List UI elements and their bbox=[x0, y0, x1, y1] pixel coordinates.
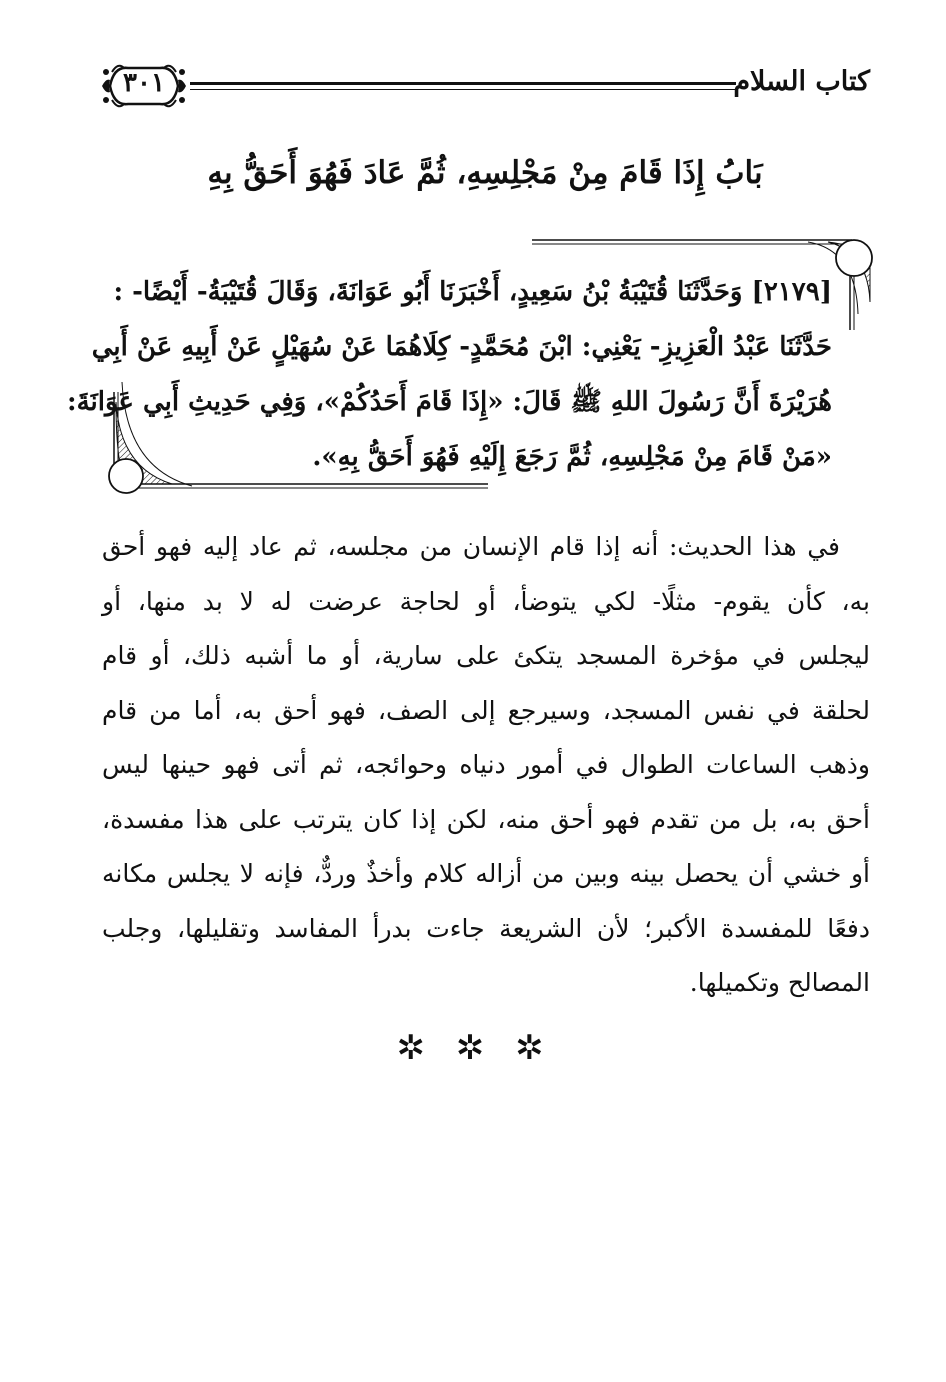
commentary-line: المصالح وتكميلها. bbox=[689, 968, 870, 997]
section-end-ornament bbox=[0, 1028, 946, 1068]
commentary-line: أو خشي أن يحصل بينه وبين من أزاله كلام وأخذٌ وردٌّ، فإنه لا يجلس مكانه bbox=[102, 859, 870, 888]
page-number: ٣٠١ bbox=[123, 68, 165, 98]
header-rule-thin bbox=[190, 89, 736, 90]
commentary-line: لحلقة في نفس المسجد، وسيرجع إلى الصف، فهو أحق به، أما من قام bbox=[102, 695, 870, 725]
commentary-paragraph bbox=[102, 520, 870, 1011]
hadith-line: «مَنْ قَامَ مِنْ مَجْلِسِهِ، ثُمَّ رَجَعَ إِلَيْهِ فَهُوَ أَحَقُّ بِهِ». bbox=[312, 442, 832, 472]
header-rule bbox=[190, 82, 736, 85]
chapter-heading: بَابُ إِذَا قَامَ مِنْ مَجْلِسِهِ، ثُمَّ عَادَ فَهُوَ أَحَقُّ بِهِ bbox=[207, 155, 763, 191]
hadith-line: [٢١٧٩] وَحَدَّثَنَا قُتَيْبَةُ بْنُ سَعِيدٍ، أَخْبَرَنَا أَبُو عَوَانَةَ، وَقَالَ قُتَيْبَةُ- أَيْضًا- : bbox=[113, 277, 832, 307]
commentary-line: به، كأن يقوم- مثلًا- لكي يتوضأ، أو لحاجة عرضت له لا بد منها، أو bbox=[102, 586, 870, 616]
commentary-line: أحق به، بل من تقدم فهو أحق منه، لكن إذا كان يترتب على هذا مفسدة، bbox=[102, 804, 870, 834]
page-number-frame bbox=[98, 58, 190, 114]
hadith-text bbox=[66, 265, 832, 485]
star-ornament-icon: ✲ bbox=[396, 1028, 431, 1068]
commentary-line: ليجلس في مؤخرة المسجد يتكئ على سارية، أو ما أشبه ذلك، أو قام bbox=[102, 641, 870, 670]
hadith-line: هُرَيْرَةَ أَنَّ رَسُولَ اللهِ ﷺ قَالَ: «إِذَا قَامَ أَحَدُكُمْ»، وَفِي حَدِيثِ أَبِي عَوَانَةَ: bbox=[66, 387, 832, 417]
commentary-line: دفعًا للمفسدة الأكبر؛ لأن الشريعة جاءت بدرأ المفاسد وتقليلها، وجلب bbox=[102, 913, 870, 943]
hadith-box bbox=[66, 232, 876, 498]
running-header bbox=[98, 58, 870, 114]
book-title: كتاب السلام bbox=[733, 66, 870, 97]
hadith-line: حَدَّثَنَا عَبْدُ الْعَزِيزِ- يَعْنِي: ابْنَ مُحَمَّدٍ- كِلَاهُمَا عَنْ سُهَيْلٍ عَنْ أَبِيهِ عَنْ أَبِي bbox=[91, 332, 832, 362]
commentary-line: في هذا الحديث: أنه إذا قام الإنسان من مجلسه، ثم عاد إليه فهو أحق bbox=[102, 532, 840, 561]
star-ornament-icon: ✲ bbox=[455, 1028, 491, 1068]
star-ornament-icon: ✲ bbox=[515, 1028, 550, 1068]
commentary-line: وذهب الساعات الطوال في أمور دنياه وحوائجه، ثم أتى فهو حينها ليس bbox=[102, 750, 870, 779]
